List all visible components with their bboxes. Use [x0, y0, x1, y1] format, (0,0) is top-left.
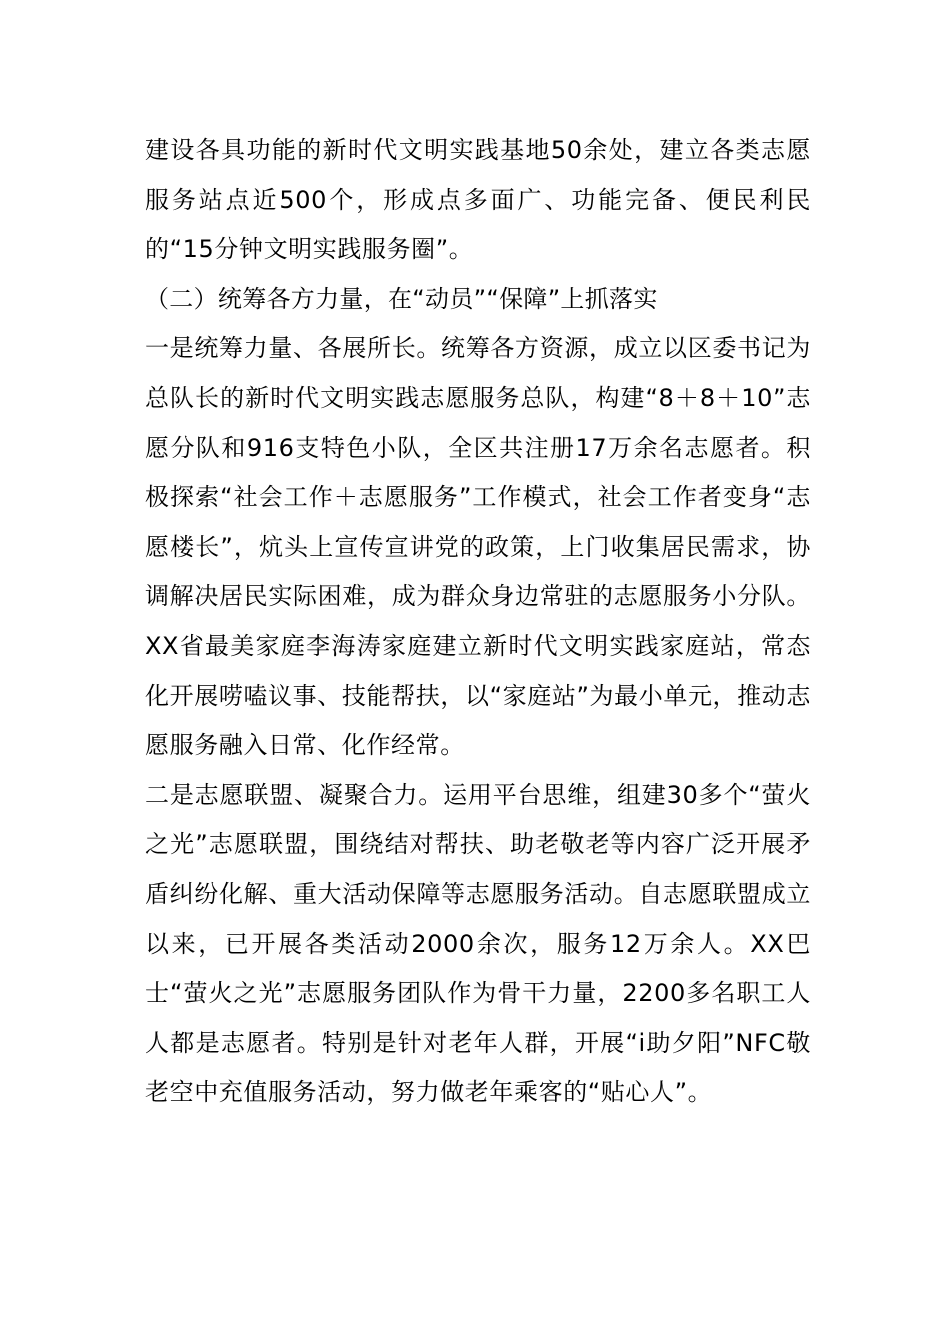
paragraph-coordinate-forces: 一是统筹力量、各展所长。统筹各方资源，成立以区委书记为总队长的新时代文明实践志愿服务总队，构建“8＋8＋10”志愿分队和916支特色小队，全区共注册17万余名志愿者。积极探索“社会工作＋志愿服务”工作模式，社会工作者变身“志愿楼长”，炕头上宣传宣讲党的政策，上门收集居民需求，协调解决居民实际困难，成为群众身边常驻的志愿服务小分队。XX省最美家庭李海涛家庭建立新时代文明实践家庭站，常态化开展唠嗑议事、技能帮扶，以“家庭站”为最小单元，推动志愿服务融入日常、化作经常。: [145, 334, 811, 760]
body-text: [145, 126, 811, 1118]
paragraph-volunteer-alliance: 二是志愿联盟、凝聚合力。运用平台思维，组建30多个“萤火之光”志愿联盟，围绕结对帮扶、助老敬老等内容广泛开展矛盾纠纷化解、重大活动保障等志愿服务活动。自志愿联盟成立以来，已开展各类活动2000余次，服务12万余人。XX巴士“萤火之光”志愿服务团队作为骨干力量，2200多名职工人人都是志愿者。特别是针对老年人群，开展“i助夕阳”NFC敬老空中充值服务活动，努力做老年乘客的“贴心人”。: [145, 780, 811, 1107]
section-heading-2: （二）统筹各方力量，在“动员”“保障”上抓落实: [145, 284, 658, 313]
paragraph-practice-bases: 建设各具功能的新时代文明实践基地50余处，建立各类志愿服务站点近500个，形成点多面广、功能完备、便民利民的“15分钟文明实践服务圈”。: [145, 136, 811, 264]
